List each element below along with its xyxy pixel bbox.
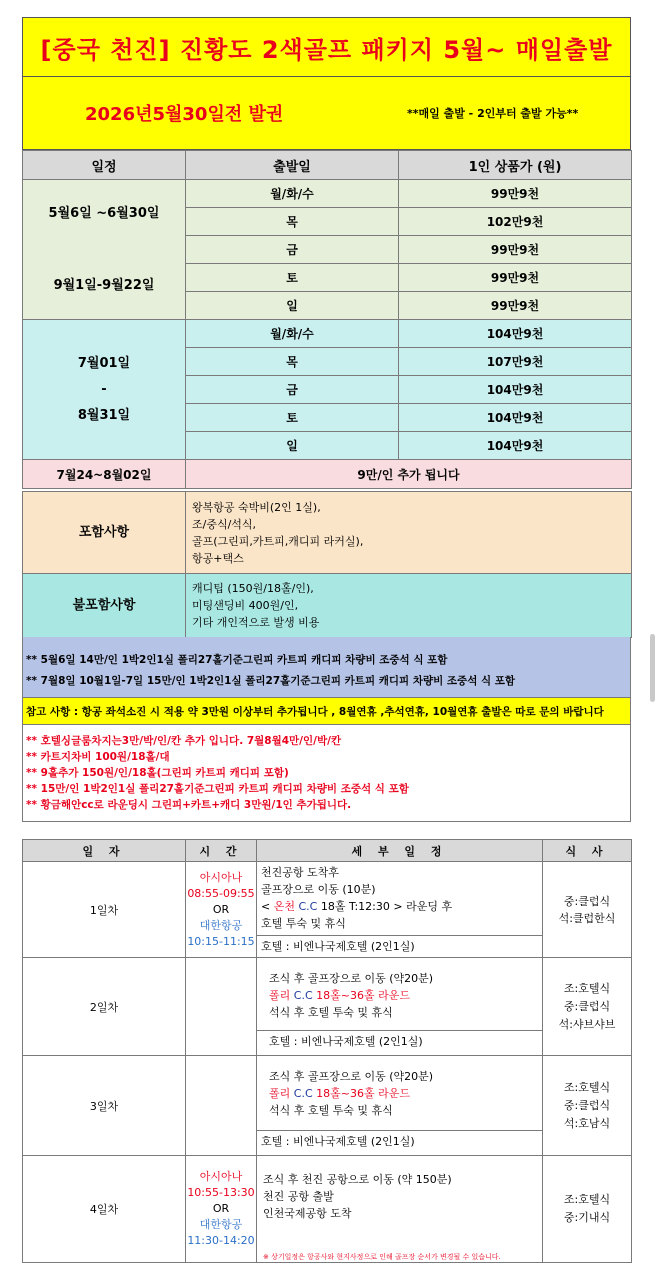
flight-times xyxy=(186,1156,257,1263)
hotel-line: 호텔 : 비엔나국제호텔 (2인1실) xyxy=(257,1130,542,1152)
extra-charge-line: ** 카트지차비 100원/18홀/대 xyxy=(26,751,170,763)
header-details: 세 부 일 정 xyxy=(257,840,543,862)
meal-item: 중:클럽식 xyxy=(563,894,611,908)
header-meals: 식 사 xyxy=(543,840,632,862)
header-time: 시 간 xyxy=(186,840,257,862)
page-title: [중국 천진] 진황도 2색골프 패키지 5월~ 매일출발 xyxy=(22,17,631,76)
period-label: 5월6일 ~6월30일 xyxy=(48,205,160,221)
price-value: 99만9천 xyxy=(399,292,632,320)
peak-surcharge: 9만/인 추가 됩니다 xyxy=(186,460,632,489)
day-label: 2일차 xyxy=(23,958,186,1056)
flight-time: 10:55-13:30 xyxy=(187,1186,255,1199)
price-value: 99만9천 xyxy=(399,264,632,292)
departure-day: 금 xyxy=(186,236,399,264)
price-value: 104만9천 xyxy=(399,432,632,460)
excluded-list xyxy=(186,574,632,638)
included-label: 포함사항 xyxy=(23,492,186,574)
airline-name: 아시아나 xyxy=(199,1170,243,1183)
airline-name: 대한항공 xyxy=(199,918,243,932)
day-label: 3일차 xyxy=(23,1056,186,1156)
excluded-item: 캐디팁 (150원/18홀/인), xyxy=(192,582,314,595)
meals xyxy=(543,958,632,1056)
included-item: 골프(그린피,카트피,캐디피 라커실), xyxy=(192,534,364,548)
departure-day: 금 xyxy=(186,376,399,404)
included-item: 조/중식/석식, xyxy=(192,517,257,531)
peak-period: 7월24~8월02일 xyxy=(23,460,186,489)
or-label: OR xyxy=(212,1202,230,1215)
meals xyxy=(543,1156,632,1263)
departure-day: 토 xyxy=(186,404,399,432)
detail-line xyxy=(269,987,538,1004)
period-label: 9월1일-9월22일 xyxy=(53,277,155,293)
detail-line: 조식 후 골프장으로 이동 (약20분) xyxy=(269,1069,434,1083)
detail-line: 조식 후 골프장으로 이동 (약20분) xyxy=(269,971,434,985)
meal-item: 중:클럽식 xyxy=(563,999,611,1013)
meal-item: 석:호남식 xyxy=(563,1116,611,1130)
meals xyxy=(543,1056,632,1156)
golf-course-name: 온천 xyxy=(273,900,295,913)
period-cell-2 xyxy=(23,320,186,460)
price-table xyxy=(22,150,631,489)
extra-charges xyxy=(22,725,631,822)
extra-charge-line: ** 15만/인 1박2인1실 폴리27홀기준그린피 카트피 캐디피 차량비 조중석 식 포함 xyxy=(26,783,409,795)
excluded-item: 기타 개인적으로 발생 비용 xyxy=(192,616,320,629)
price-value: 102만9천 xyxy=(399,208,632,236)
departure-day: 토 xyxy=(186,264,399,292)
header-departure-day: 출발일 xyxy=(186,151,399,180)
itinerary-table xyxy=(22,839,631,1263)
meal-item: 조:호텔식 xyxy=(563,981,611,995)
departure-note: **매일 출발 - 2인부터 출발 가능** xyxy=(407,107,579,120)
airline-name: 아시아나 xyxy=(199,870,243,884)
inclusions-table xyxy=(22,491,631,638)
extra-charge-line: ** 황금해안cc로 라운딩시 그린피+카트+캐디 3만원/1인 추가됩니다. xyxy=(26,799,352,811)
period-label: 7월01일 xyxy=(77,355,131,371)
meal-item: 석:샤브샤브 xyxy=(558,1017,616,1031)
departure-day: 월/화/수 xyxy=(186,320,399,348)
day-label: 4일차 xyxy=(23,1156,186,1263)
price-value: 99만9천 xyxy=(399,236,632,264)
excluded-label: 불포함사항 xyxy=(23,574,186,638)
airline-name: 대한항공 xyxy=(199,1218,243,1231)
special-offer-line: ** 7월8일 10월1일-7일 15만/인 1박2인1실 폴리27홀기준그린피 카트피 캐디피 차량비 조중석 식 포함 xyxy=(26,675,516,687)
bracket-open: < xyxy=(261,900,274,913)
issue-deadline: 2026년5월30일전 발권 xyxy=(85,104,284,125)
meal-item: 중:기내식 xyxy=(563,1211,611,1224)
header-price: 1인 상품가 (원) xyxy=(399,151,632,180)
price-value: 104만9천 xyxy=(399,376,632,404)
cc-label: C.C xyxy=(294,900,318,913)
detail-line: 석식 후 호텔 투숙 및 휴식 xyxy=(269,1005,393,1019)
detail-line xyxy=(269,1085,538,1102)
price-value: 104만9천 xyxy=(399,404,632,432)
detail-line: 석식 후 호텔 투숙 및 휴식 xyxy=(269,1103,393,1117)
flight-time: 11:30-14:20 xyxy=(187,1234,255,1247)
day-details xyxy=(257,958,543,1056)
period-label: 8월31일 xyxy=(77,407,131,423)
detail-line xyxy=(261,898,538,915)
day-details xyxy=(257,1056,543,1156)
hotel-line: 호텔 : 비엔나국제호텔 (2인1실) xyxy=(257,1030,542,1052)
tee-time: 18홀 T:12:30 > 라운딩 후 xyxy=(317,900,453,913)
detail-line: 호텔 투숙 및 휴식 xyxy=(261,917,346,930)
flight-time: 10:15-11:15 xyxy=(187,934,255,948)
special-offer-line: ** 5월6일 14만/인 1박2인1실 폴리27홀기준그린피 카트피 캐디피 차량비 조중석 식 포함 xyxy=(26,654,448,666)
flight-times xyxy=(186,862,257,958)
price-value: 107만9천 xyxy=(399,348,632,376)
reference-note: 참고 사항 : 항공 좌석소진 시 적용 약 3만원 이상부터 추가됩니다 , 8월연휴 ,추석연휴, 10월연휴 출발은 따로 문의 바랍니다 xyxy=(22,698,631,725)
cc-label: C.C xyxy=(290,988,313,1002)
flight-times xyxy=(186,1056,257,1156)
period-cell-1 xyxy=(23,180,186,320)
meals xyxy=(543,862,632,958)
flight-times xyxy=(186,958,257,1056)
flight-time: 08:55-09:55 xyxy=(187,886,255,900)
day-details xyxy=(257,1156,543,1263)
departure-day: 일 xyxy=(186,432,399,460)
extra-charge-line: ** 9홀추가 150원/인/18홀(그린피 카트피 캐디피 포함) xyxy=(26,767,289,779)
day-label: 1일차 xyxy=(23,862,186,958)
hotel-line: 호텔 : 비엔나국제호텔 (2인1실) xyxy=(257,935,542,957)
special-offers xyxy=(22,637,631,698)
cc-label: C.C xyxy=(290,1086,313,1100)
detail-line: 천진 공항 출발 xyxy=(263,1190,334,1203)
meal-item: 조:호텔식 xyxy=(563,1193,611,1206)
holes-label: 18홀~36홀 라운드 xyxy=(312,1086,410,1100)
meal-item: 석:클럽한식 xyxy=(558,911,616,925)
scrollbar-thumb[interactable] xyxy=(650,634,655,702)
day-details xyxy=(257,862,543,958)
detail-line: 인천국제공항 도착 xyxy=(263,1207,352,1220)
price-value: 104만9천 xyxy=(399,320,632,348)
departure-day: 월/화/수 xyxy=(186,180,399,208)
meal-item: 중:클럽식 xyxy=(563,1098,611,1112)
price-value: 99만9천 xyxy=(399,180,632,208)
period-dash: - xyxy=(101,381,107,397)
schedule-footnote: ※ 상기일정은 항공사와 현지사정으로 인해 골프장 순서가 변경될 수 있습니다. xyxy=(263,1253,501,1261)
detail-line: 조식 후 천진 공항으로 이동 (약 150분) xyxy=(263,1173,452,1186)
meal-item: 조:호텔식 xyxy=(563,1080,611,1094)
deadline-bar xyxy=(22,76,631,150)
included-item: 왕복항공 숙박비(2인 1실), xyxy=(192,500,321,514)
header-day: 일 자 xyxy=(23,840,186,862)
detail-line: 천진공항 도착후 xyxy=(261,866,339,879)
excluded-item: 미팅샌딩비 400원/인, xyxy=(192,599,299,612)
departure-day: 일 xyxy=(186,292,399,320)
included-list xyxy=(186,492,632,574)
detail-line: 골프장으로 이동 (10분) xyxy=(261,883,376,896)
departure-day: 목 xyxy=(186,348,399,376)
golf-course-name: 폴리 xyxy=(269,1086,291,1100)
or-label: OR xyxy=(212,902,230,916)
departure-day: 목 xyxy=(186,208,399,236)
header-schedule: 일정 xyxy=(23,151,186,180)
included-item: 항공+택스 xyxy=(192,551,244,565)
golf-course-name: 폴리 xyxy=(269,988,291,1002)
extra-charge-line: ** 호텔싱글룸차지는3만/박/인/칸 추가 입니다. 7월8월4만/인/박/칸 xyxy=(26,735,342,747)
holes-label: 18홀~36홀 라운드 xyxy=(312,988,410,1002)
